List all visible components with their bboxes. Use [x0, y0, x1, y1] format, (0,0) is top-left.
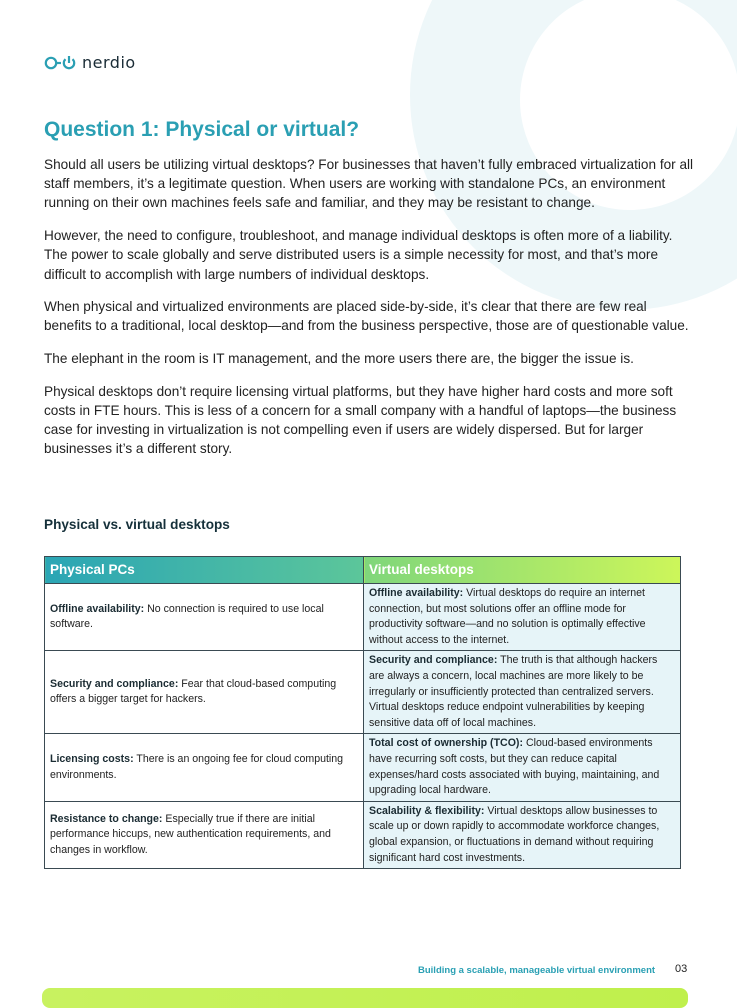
- table-row: [45, 584, 681, 651]
- cell-text: Fear that cloud-based computing offers a bigger target for hackers.: [50, 677, 337, 706]
- cell-label: Scalability & flexibility:: [369, 804, 485, 817]
- cell-text: Virtual desktops allow businesses to scale up or down rapidly to accommodate workforce changes, global expansion, or fluctuations in demand without requiring significant hard cost investments.: [369, 804, 660, 864]
- table-cell-physical: [45, 584, 364, 651]
- cell-label: Resistance to change:: [50, 812, 163, 825]
- table-cell-physical: [45, 651, 364, 734]
- cell-text: Especially true if there are initial performance hiccups, new authentication requirements, and changes in workflow.: [50, 812, 331, 856]
- cell-text: There is an ongoing fee for cloud computing environments.: [50, 752, 344, 781]
- header-physical-pcs: Physical PCs: [45, 557, 364, 584]
- table-cell-virtual: [364, 734, 681, 801]
- paragraph: The elephant in the room is IT management, and the more users there are, the bigger the issue is.: [44, 351, 634, 367]
- cell-text: Virtual desktops do require an internet connection, but most solutions offer an offline mode for productivity software—and no solution is optimally effective without access to the internet.: [369, 587, 646, 646]
- table-row: [45, 801, 681, 868]
- page-number: 03: [675, 963, 688, 975]
- table-cell-virtual: [364, 651, 681, 734]
- cell-label: Security and compliance:: [369, 654, 498, 667]
- cell-label: Security and compliance:: [50, 677, 179, 690]
- paragraph: Physical desktops don’t require licensing virtual platforms, but they have higher hard costs and more soft costs in FTE hours. This is less of a concern for a small company with a handful of laptops—the business case for investing in virtualization is not compelling even if users are widely dispersed. But for larger businesses it’s a different story.: [44, 383, 677, 457]
- footer-bar: [42, 988, 688, 1008]
- table-title: Physical vs. virtual desktops: [44, 517, 230, 532]
- nerdio-logo-icon: [44, 54, 76, 72]
- table-header-row: [45, 557, 681, 584]
- page-title: Question 1: Physical or virtual?: [44, 118, 360, 141]
- nerdio-logo[interactable]: [44, 53, 136, 72]
- paragraph: When physical and virtualized environments are placed side-by-side, it’s clear that there are few real benefits to a traditional, local desktop—and from the business perspective, those are of questionable value.: [44, 299, 689, 334]
- table-cell-virtual: [364, 584, 681, 651]
- body-text: [44, 155, 694, 472]
- cell-text: The truth is that although hackers are always a concern, local machines are more likely to be irregularly or insufficiently protected than centralized servers. Virtual desktops reduce endpoint vulnerabilities by keeping sensitive data off of local machines.: [369, 654, 658, 729]
- cell-label: Licensing costs:: [50, 752, 134, 765]
- paragraph: Should all users be utilizing virtual desktops? For businesses that haven’t fully embraced virtualization for all staff members, it’s a legitimate question. When users are working with standalone PCs, an environment running on their own machines feels safe and familiar, and they may be resistant to change.: [44, 157, 694, 211]
- table-cell-virtual: [364, 801, 681, 868]
- cell-text: Cloud-based environments have recurring soft costs, but they can reduce capital expenses/hard costs associated with buying, maintaining, and upgrading local hardware.: [369, 737, 660, 797]
- cell-text: No connection is required to use local software.: [50, 602, 324, 631]
- table-cell-physical: [45, 734, 364, 801]
- cell-label: Total cost of ownership (TCO):: [369, 737, 523, 750]
- logo-text: nerdio: [82, 53, 136, 72]
- paragraph: However, the need to configure, troubleshoot, and manage individual desktops is often more of a liability. The power to scale globally and serve distributed users is a simple necessity for most, and that’s more difficult to accomplish with large numbers of individual desktops.: [44, 228, 673, 282]
- cell-label: Offline availability:: [50, 602, 145, 615]
- cell-label: Offline availability:: [369, 587, 464, 599]
- table-cell-physical: [45, 801, 364, 868]
- table-row: [45, 734, 681, 801]
- table-row: [45, 651, 681, 734]
- comparison-table: [44, 556, 681, 869]
- header-virtual-desktops: Virtual desktops: [364, 557, 681, 584]
- footer-title: Building a scalable, manageable virtual environment: [418, 965, 656, 976]
